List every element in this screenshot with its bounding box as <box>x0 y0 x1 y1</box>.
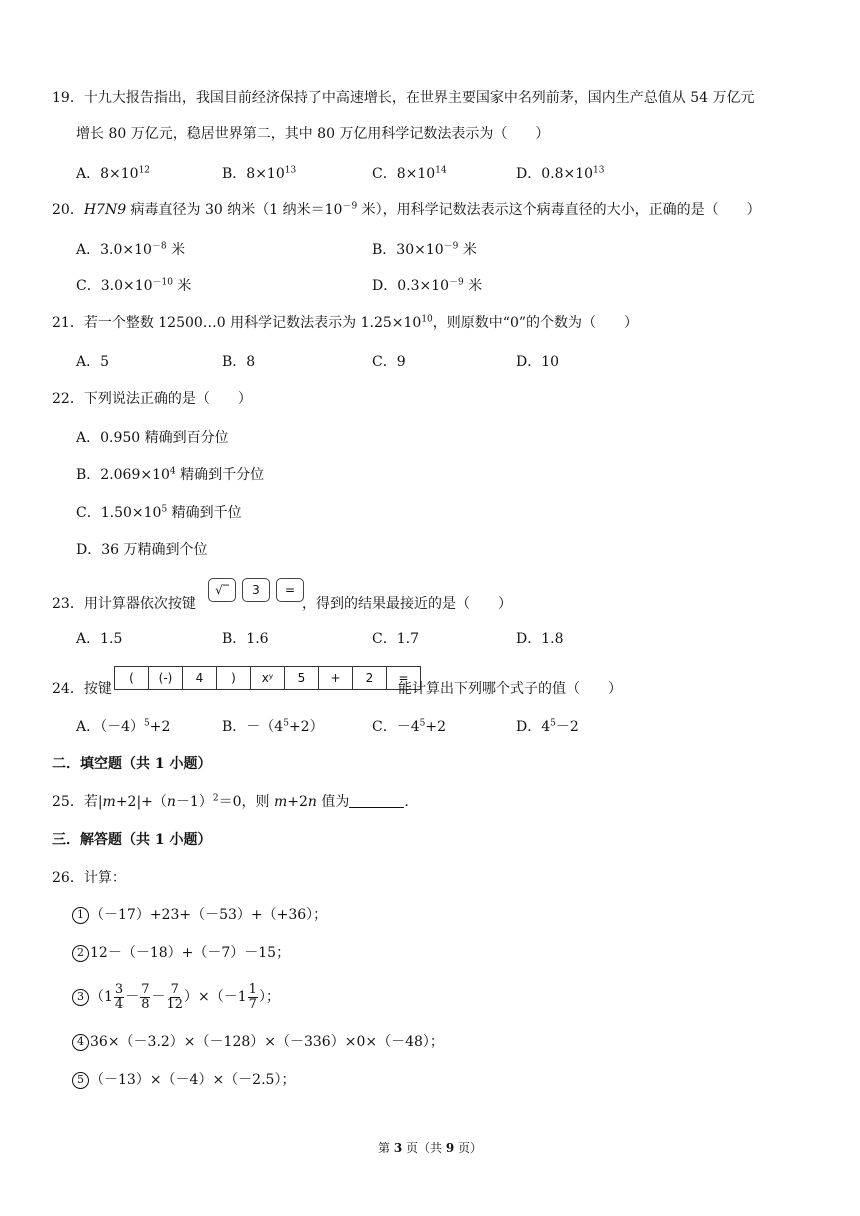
digit-2-key: 2 <box>353 667 387 689</box>
q22-option-a: A．0.950 精确到百分位 <box>76 430 229 446</box>
q24-stem-lead: 24．按键 <box>52 681 112 697</box>
negative-key: (-) <box>149 667 183 689</box>
q23-stem-tail: ，得到的结果最接近的是（ ） <box>302 596 512 612</box>
q21-option-a: A．5 <box>76 354 110 370</box>
circle-number-5-icon: 5 <box>72 1072 89 1089</box>
circle-number-4-icon: 4 <box>72 1034 89 1051</box>
section-3-heading: 三．解答题（共 1 小题） <box>52 832 212 848</box>
q20-option-a: A．$3.0\times 10^{-8}$ 米 <box>76 241 186 258</box>
q25-stem: 25．若$|m+2|+(n-1)^2=0$，则 m+2n 值为 . <box>52 793 409 810</box>
q26-item-4: 4 36×（－3.2）×（－128）×（－336）×0×（－48）； <box>72 1032 444 1052</box>
circle-number-1-icon: 1 <box>72 907 89 924</box>
section-2-heading: 二．填空题（共 1 小题） <box>52 756 212 772</box>
circle-number-3-icon: 3 <box>72 989 89 1006</box>
digit-3-key: 3 <box>242 578 270 602</box>
q20-option-d: D．$0.3\times 10^{-9}$ 米 <box>372 277 483 294</box>
q24-stem-tail: 能计算出下列哪个式子的值（ ） <box>398 681 622 697</box>
q19-stem-line1: 19．十九大报告指出，我国目前经济保持了中高速增长，在世界主要国家中名列前茅，国内生产总值从 54 万亿元 <box>52 90 755 106</box>
page-footer: 第 3 页（共 9 页） <box>377 1141 482 1155</box>
digit-4-key: 4 <box>183 667 217 689</box>
q21-option-d: D．10 <box>516 354 560 370</box>
q24-option-c: C．$-4^5+2$ <box>372 718 446 735</box>
fraction-1-7: $\frac{1}{7}$ <box>248 981 257 1012</box>
equals-key: = <box>276 578 304 602</box>
q23-option-b: B．1.6 <box>222 631 269 647</box>
q21-stem: 21．若一个整数 12500…0 用科学记数法表示为 $1.25\times 10^{10}$，则原数中“0”的个数为（ ） <box>52 314 639 331</box>
fraction-3-4: $\frac{3}{4}$ <box>114 981 124 1012</box>
equals-key: = <box>398 671 409 685</box>
fraction-7-8: $\frac{7}{8}$ <box>141 981 150 1012</box>
q19-option-c: C．$8\times 10^{14}$ <box>372 165 447 182</box>
digit-5-key: 5 <box>285 667 319 689</box>
q26-stem: 26．计算： <box>52 870 126 886</box>
q23-option-c: C．1.7 <box>372 631 419 647</box>
q20-option-c: C．$3.0\times 10^{-10}$ 米 <box>76 277 192 294</box>
q22-option-b: B．$2.069\times 10^4$ 精确到千分位 <box>76 466 265 483</box>
q19-option-d: D．$0.8\times 10^{13}$ <box>516 165 605 182</box>
q26-item-1: 1 （－17）+23+（－53）+（+36）； <box>72 905 327 925</box>
sqrt-key-icon: √‾ <box>208 578 236 602</box>
q26-item-5: 5 （－13）×（－4）×（－2.5）； <box>72 1070 295 1090</box>
q25-answer-blank[interactable] <box>349 793 404 808</box>
q26-item-3: 3 （1 $\frac{3}{4}$ － $\frac{7}{8}$ － $\frac{7}{12}$ ）×（－1 $\frac{1}{7}$ ）； <box>72 982 280 1012</box>
q23-key-sequence <box>208 578 304 602</box>
q19-stem-line2: 增长 80 万亿元，稳居世界第二，其中 80 万亿用科学记数法表示为（ ） <box>76 126 550 142</box>
q22-stem: 22．下列说法正确的是（ ） <box>52 391 252 407</box>
q22-option-d: D．36 万精确到个位 <box>76 542 208 558</box>
plus-key: + <box>319 667 353 689</box>
circle-number-2-icon: 2 <box>72 945 89 962</box>
q24-option-b: B．$-(4^5+2)$ <box>222 718 324 735</box>
q21-option-b: B．8 <box>222 354 256 370</box>
q20-option-b: B．$30\times 10^{-9}$ 米 <box>372 241 477 258</box>
q24-key-sequence <box>114 666 421 690</box>
q24-option-d: D．$4^5-2$ <box>516 718 579 735</box>
power-key-icon: xʸ <box>251 667 285 689</box>
q26-item-2: 2 12－（－18）+（－7）－15； <box>72 943 290 963</box>
q24-option-a: A．$(-4)^5+2$ <box>76 718 171 735</box>
q23-option-a: A．1.5 <box>76 631 123 647</box>
q20-stem: 20．H7N9 病毒直径为 30 纳米（1 纳米$=10^{-9}$ 米），用科学记数法表示这个病毒直径的大小，正确的是（ ） <box>52 201 761 218</box>
q23-option-d: D．1.8 <box>516 631 564 647</box>
q23-stem-lead: 23．用计算器依次按键 <box>52 596 196 612</box>
q22-option-c: C．$1.50\times 10^5$ 精确到千位 <box>76 504 242 521</box>
q19-option-a: A．$8\times 10^{12}$ <box>76 165 151 182</box>
fraction-7-12: $\frac{7}{12}$ <box>166 981 184 1012</box>
q19-option-b: B．$8\times 10^{13}$ <box>222 165 297 182</box>
q21-option-c: C．9 <box>372 354 406 370</box>
close-paren-key: ) <box>217 667 251 689</box>
open-paren-key: ( <box>115 667 149 689</box>
